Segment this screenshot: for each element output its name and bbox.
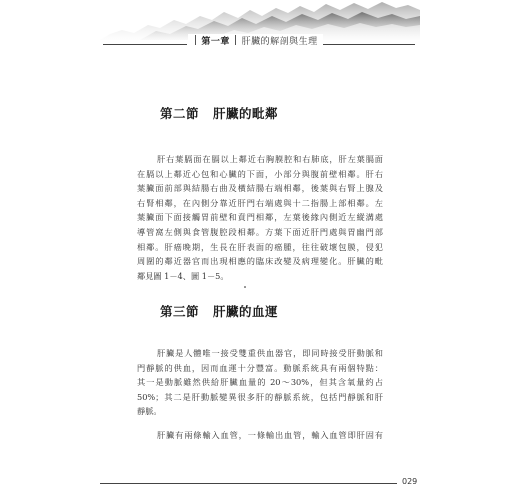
- footer-rule: [100, 483, 397, 484]
- print-speck: [244, 286, 246, 288]
- body-paragraph: [137, 152, 383, 283]
- section-title: 肝臟的血運: [213, 304, 279, 319]
- paragraph-line: 相鄰。肝癌晚期，生長在肝表面的癌腫，往往破壞包膜，侵犯: [137, 241, 383, 252]
- chapter-number: 第一章: [201, 37, 230, 47]
- section-number: 第三節: [160, 304, 200, 319]
- paragraph-line: 其一是動脈雖然供給肝臟血量的 20～30%，但其含氧量約占: [137, 377, 383, 388]
- paragraph-line: 葉臟面下面接觸胃前壁和賁門相鄰，左葉後緣內側近左縱溝處: [137, 212, 383, 223]
- paragraph-line: 導管窩左側與食管腹腔段相鄰。方葉下面近肝門處與胃幽門部: [137, 226, 383, 237]
- chapter-title: 肝臟的解剖與生理: [241, 37, 318, 47]
- paragraph-line: 在膈以上鄰近心包和心臟的下面，小部分與腹前壁相鄰。肝右: [137, 168, 383, 179]
- paragraph-line: 鄰見圖 1－4、圖 1－5。: [137, 270, 229, 281]
- paragraph-line: 50%；其二是肝動脈變異很多肝的靜脈系統，包括門靜脈和肝: [137, 391, 383, 402]
- body-paragraph: [137, 428, 383, 443]
- paragraph-line: 肝右葉膈面在膈以上鄰近右胸膜腔和右肺底，肝左葉膈面: [157, 154, 383, 164]
- section-heading: [160, 104, 278, 122]
- section-heading: [160, 302, 278, 320]
- page-number: 029: [402, 477, 418, 486]
- paragraph-line: 門靜脈的供血，因而血運十分豐富。動脈系統具有兩個特點：: [137, 362, 383, 373]
- paragraph-line: 葉臟面前部與結腸右曲及橫結腸右端相鄰，後葉與右腎上腺及: [137, 183, 383, 194]
- paragraph-line: 肝臟是人體唯一接受雙重供血器官，即同時接受肝動脈和: [157, 348, 383, 358]
- section-title: 肝臟的毗鄰: [213, 106, 279, 121]
- paragraph-line: 肝臟有兩條輸入血管，一條輸出血管，輸入血管即肝固有: [157, 430, 383, 440]
- section-number: 第二節: [160, 106, 200, 121]
- paragraph-line: 右腎相鄰，在內側分靠近肝門右端處與十二指腸上部相鄰。左: [137, 197, 383, 208]
- chapter-header: [188, 34, 323, 50]
- paragraph-line: 周圍的鄰近器官而出現相應的臨床改變及病理變化。肝臟的毗: [137, 256, 383, 267]
- paragraph-line: 靜脈。: [137, 406, 162, 417]
- body-paragraph: [137, 346, 383, 419]
